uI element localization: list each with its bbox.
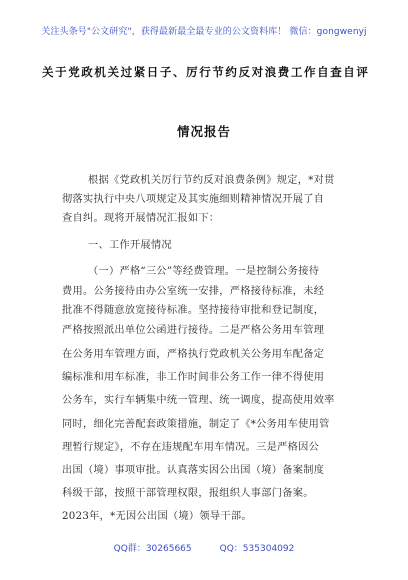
document-title: 关于党政机关过紧日子、厉行节约反对浪费工作自查自评 [42, 65, 370, 79]
qq-number: QQ：535304092 [219, 544, 295, 554]
paragraph-line: 在公务用车管理方面，严格执行党政机关公务用车配备定 [62, 349, 325, 360]
paragraph-line: 科级干部，按照干部管理权限，报组织人事部门备案。 [62, 488, 314, 499]
section-heading: 一、工作开展情况 [88, 240, 172, 251]
paragraph-line: 编标准和用车标准，非工作时间非公务工作一律不得使用 [62, 372, 325, 383]
paragraph-line: 费用。公务接待由办公室统一安排，严格接待标准，未经 [62, 286, 325, 297]
qq-group-number: QQ群：30265665 [113, 544, 192, 554]
paragraph-line: 公务车，实行车辆集中统一管理、统一调度，提高使用效率 [62, 395, 335, 406]
paragraph-line: 同时，细化完善配套政策措施，制定了《*公务用车使用管 [62, 419, 330, 430]
footer-contact [0, 541, 408, 554]
paragraph-line: 出国（境）事项审批。认真落实因公出国（境）备案制度 [62, 465, 325, 476]
paragraph-line: 查自纠。现将开展情况汇报如下： [62, 213, 220, 224]
paragraph-line: 理暂行规定》，不存在违规配车用车情况。三是严格因公 [62, 442, 320, 453]
paragraph-line: 严格按照派出单位公函进行接待。二是严格公务用车管理 [62, 325, 325, 336]
paragraph-line: 彻落实执行中央八项规定及其实施细则精神情况开展了自 [62, 194, 325, 205]
paragraph-line: 批准不得随意放宽接待标准。坚持接待审批和登记制度， [62, 305, 325, 316]
paragraph-line: 根据《党政机关厉行节约反对浪费条例》规定，*对贯 [88, 175, 335, 186]
header-banner: 关注头条号"公文研究"，获得最新最全最专业的公文资料库！ 微信：gongwenyj [41, 27, 367, 37]
paragraph-line: 2023年，*无因公出国（境）领导干部。 [62, 511, 252, 522]
paragraph-line: （一）严格“三公”等经费管理。一是控制公务接待 [88, 266, 320, 277]
document-subtitle: 情况报告 [176, 124, 231, 139]
